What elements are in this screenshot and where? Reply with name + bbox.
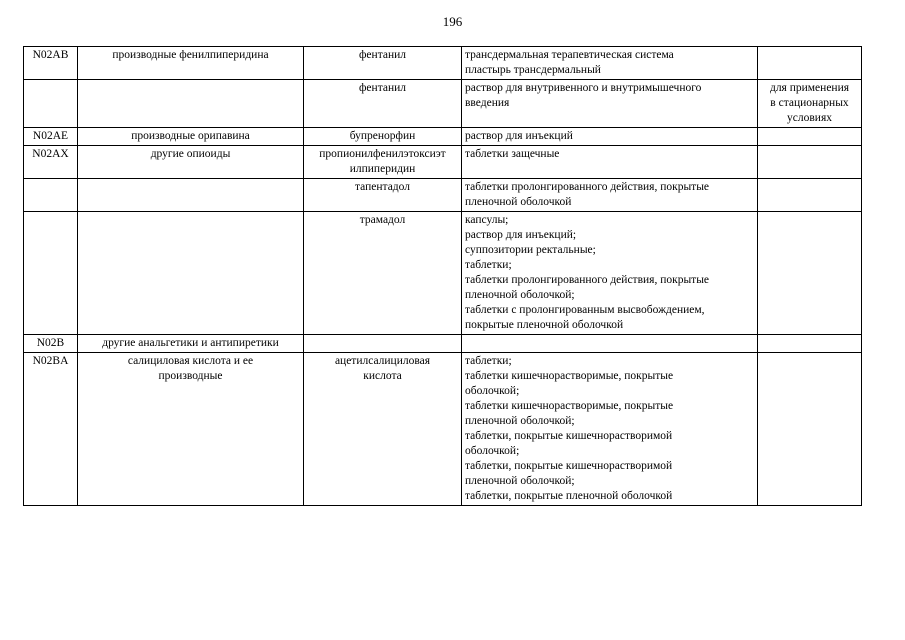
pharm-group-cell [78, 353, 304, 506]
note-cell [758, 47, 862, 80]
drug-name-line: кислота [363, 370, 402, 382]
note-cell [758, 179, 862, 212]
dosage-forms-cell [462, 146, 758, 179]
drug-name-cell [304, 353, 462, 506]
dosage-forms-cell [462, 47, 758, 80]
drug-name-cell [304, 146, 462, 179]
dosage-forms-line: пленочной оболочкой; [465, 415, 575, 427]
dosage-forms-line: таблетки пролонгированного действия, покрытые [465, 274, 710, 286]
table-row [24, 80, 862, 128]
dosage-forms-line: таблетки пролонгированного действия, покрытые [465, 181, 710, 193]
page-number: 196 [442, 14, 463, 29]
table-row [24, 212, 862, 335]
dosage-forms-cell [462, 353, 758, 506]
dosage-forms-line: пленочной оболочкой; [465, 475, 575, 487]
dosage-forms-line: таблетки кишечнорастворимые, покрытые [465, 370, 674, 382]
pharm-group-cell: другие опиоиды [78, 146, 304, 179]
dosage-forms-line: таблетки, покрытые кишечнорастворимой [465, 430, 673, 442]
note-line: условиях [787, 112, 832, 124]
drug-name-line: ацетилсалициловая [334, 355, 431, 367]
drug-name-line: илпиперидин [349, 163, 416, 175]
dosage-forms-line: пленочной оболочкой; [465, 289, 575, 301]
drug-name-cell: трамадол [304, 212, 462, 335]
dosage-forms-line: таблетки с пролонгированным высвобождением, [465, 304, 705, 316]
dosage-forms-line: таблетки кишечнорастворимые, покрытые [465, 400, 674, 412]
dosage-forms-line: введения [465, 97, 510, 109]
note-cell [758, 353, 862, 506]
dosage-forms-line: оболочкой; [465, 385, 520, 397]
dosage-forms-cell [462, 128, 758, 146]
dosage-forms-line: раствор для инъекций [465, 130, 573, 142]
dosage-forms-line: суппозитории ректальные; [465, 244, 596, 256]
table-row [24, 179, 862, 212]
pharm-group-cell [78, 212, 304, 335]
dosage-forms-cell [462, 80, 758, 128]
dosage-forms-line: таблетки защечные [465, 148, 560, 160]
table-row [24, 47, 862, 80]
atc-code-cell: N02B [24, 335, 78, 353]
dosage-forms-line: раствор для инъекций; [465, 229, 577, 241]
drug-name-cell: фентанил [304, 80, 462, 128]
note-line: для применения [769, 82, 850, 94]
drug-name-cell [304, 335, 462, 353]
atc-code-cell: N02AX [24, 146, 78, 179]
dosage-forms-line: пластырь трансдермальный [465, 64, 601, 76]
drug-name-cell: тапентадол [304, 179, 462, 212]
drug-table [23, 46, 862, 506]
note-cell [758, 335, 862, 353]
dosage-forms-line: пленочной оболочкой [465, 196, 572, 208]
dosage-forms-cell [462, 179, 758, 212]
pharm-group-cell: другие анальгетики и антипиретики [78, 335, 304, 353]
dosage-forms-cell [462, 335, 758, 353]
dosage-forms-line: трансдермальная терапевтическая система [465, 49, 674, 61]
pharm-group-cell: производные орипавина [78, 128, 304, 146]
atc-code-cell [24, 80, 78, 128]
note-cell [758, 128, 862, 146]
atc-code-cell: N02AB [24, 47, 78, 80]
dosage-forms-line: оболочкой; [465, 445, 520, 457]
note-cell [758, 80, 862, 128]
table-row [24, 353, 862, 506]
dosage-forms-line: таблетки; [465, 259, 512, 271]
drug-name-cell: бупренорфин [304, 128, 462, 146]
atc-code-cell: N02AE [24, 128, 78, 146]
pharm-group-cell [78, 179, 304, 212]
dosage-forms-line: капсулы; [465, 214, 509, 226]
table-row [24, 128, 862, 146]
atc-code-cell [24, 212, 78, 335]
drug-name-line: пропионилфенилэтоксиэт [319, 148, 446, 160]
note-cell [758, 212, 862, 335]
table-row [24, 146, 862, 179]
atc-code-cell [24, 179, 78, 212]
dosage-forms-line: раствор для внутривенного и внутримышечного [465, 82, 702, 94]
note-line: в стационарных [770, 97, 849, 109]
dosage-forms-cell [462, 212, 758, 335]
note-cell [758, 146, 862, 179]
dosage-forms-line: таблетки, покрытые кишечнорастворимой [465, 460, 673, 472]
table-row [24, 335, 862, 353]
dosage-forms-line: таблетки, покрытые пленочной оболочкой [465, 490, 673, 502]
dosage-forms-line: покрытые пленочной оболочкой [465, 319, 624, 331]
pharm-group-line: производные [158, 370, 223, 382]
dosage-forms-line: таблетки; [465, 355, 512, 367]
pharm-group-cell: производные фенилпиперидина [78, 47, 304, 80]
atc-code-cell: N02BA [24, 353, 78, 506]
pharm-group-cell [78, 80, 304, 128]
drug-name-cell: фентанил [304, 47, 462, 80]
pharm-group-line: салициловая кислота и ее [127, 355, 254, 367]
